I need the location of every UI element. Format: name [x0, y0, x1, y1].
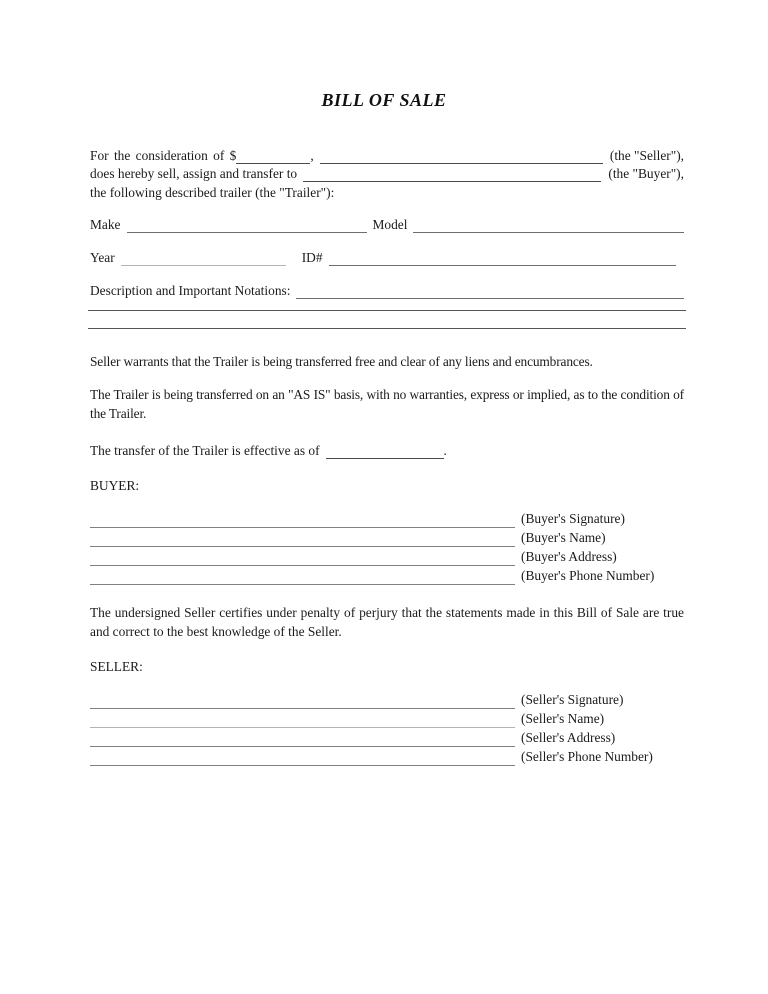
seller-address-row [90, 728, 684, 747]
seller-signature-label: (Seller's Signature) [521, 692, 624, 707]
buyer-signature-row [90, 509, 684, 528]
year-field[interactable] [121, 250, 286, 266]
buyer-address-field[interactable] [90, 550, 515, 566]
buyer-phone-field[interactable] [90, 569, 515, 585]
seller-name-field[interactable] [320, 148, 603, 164]
make-field[interactable] [127, 217, 367, 233]
buyer-heading: BUYER: [90, 478, 140, 493]
model-field[interactable] [413, 217, 684, 233]
effective-prefix-text: The transfer of the Trailer is effective as of [90, 443, 320, 458]
id-number-field[interactable] [329, 250, 676, 266]
description-label: Description and Important Notations: [90, 283, 291, 298]
year-id-row [90, 247, 684, 266]
perjury-clause: The undersigned Seller certifies under penalty of perjury that the statements made in this Bill of Sale are true and correct to the best knowledge of the Seller. [90, 605, 684, 639]
buyer-phone-row [90, 566, 684, 585]
transfer-prefix-text: does hereby sell, assign and transfer to [90, 166, 298, 182]
description-row [90, 280, 684, 299]
buyer-name-line-field[interactable] [90, 531, 515, 547]
buyer-name-row [90, 528, 684, 547]
seller-name-label: (Seller's Name) [521, 711, 605, 726]
consideration-amount-field[interactable] [236, 148, 310, 164]
description-field-line2[interactable] [88, 310, 686, 311]
buyer-signature-label: (Buyer's Signature) [521, 511, 625, 526]
description-field-line3[interactable] [88, 328, 686, 329]
effective-period-text: . [443, 443, 447, 458]
buyer-name-label: (Buyer's Name) [521, 530, 606, 545]
make-label: Make [90, 217, 121, 232]
document-title: BILL OF SALE [321, 90, 447, 110]
id-number-label: ID# [301, 250, 323, 265]
description-field-line1[interactable] [296, 283, 684, 299]
consideration-prefix-text: For the consideration of $ [90, 147, 237, 163]
as-is-clause: The Trailer is being transferred on an "AS IS" basis, with no warranties, express or implied, as to the condition of the Trailer. [90, 387, 684, 421]
seller-tag-text: (the "Seller"), [609, 147, 684, 163]
buyer-tag-text: (the "Buyer"), [608, 166, 684, 182]
seller-address-field[interactable] [90, 731, 515, 747]
intro-line-1 [90, 145, 684, 164]
year-label: Year [90, 250, 115, 265]
seller-signature-field[interactable] [90, 693, 515, 709]
intro-line-3 [90, 182, 684, 201]
buyer-signature-block [90, 509, 684, 585]
seller-phone-row [90, 747, 684, 766]
buyer-address-label: (Buyer's Address) [521, 549, 617, 564]
buyer-name-field[interactable] [303, 166, 601, 182]
warranty-clause: Seller warrants that the Trailer is being transferred free and clear of any liens and encumbrances. [90, 354, 593, 369]
buyer-signature-field[interactable] [90, 512, 515, 528]
seller-phone-field[interactable] [90, 750, 515, 766]
buyer-phone-label: (Buyer's Phone Number) [521, 568, 655, 583]
intro-paragraph [90, 145, 684, 201]
seller-address-label: (Seller's Address) [521, 730, 616, 745]
effective-date-field[interactable] [326, 443, 444, 459]
buyer-address-row [90, 547, 684, 566]
seller-signature-block [90, 690, 684, 766]
make-model-row [90, 214, 684, 233]
seller-name-row [90, 709, 684, 728]
intro-line-2 [90, 164, 684, 183]
seller-name-line-field[interactable] [90, 712, 515, 728]
effective-date-row [90, 440, 684, 459]
trailer-line-text: the following described trailer (the "Trailer"): [90, 184, 335, 200]
seller-heading: SELLER: [90, 659, 143, 674]
seller-signature-row [90, 690, 684, 709]
comma-text: , [310, 147, 314, 163]
seller-phone-label: (Seller's Phone Number) [521, 749, 653, 764]
model-label: Model [372, 217, 408, 232]
